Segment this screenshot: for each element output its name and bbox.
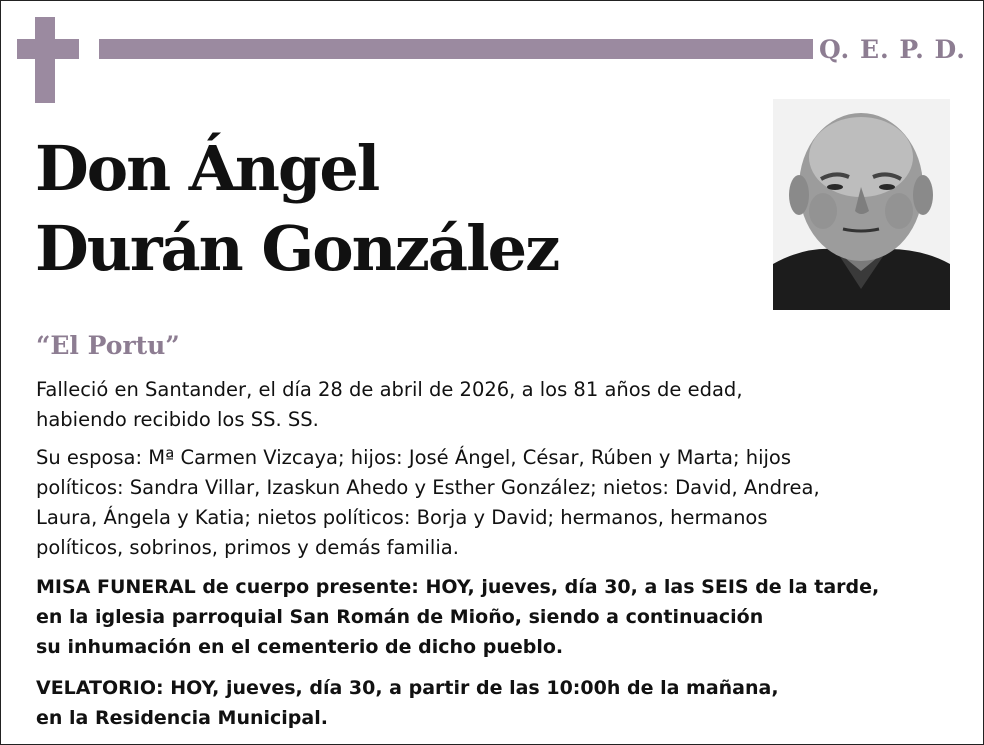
wake-info — [36, 673, 966, 733]
deceased-name — [35, 129, 558, 289]
funeral-line-2: en la iglesia parroquial San Román de Mioño, siendo a continuación — [36, 606, 764, 628]
funeral-line-1: MISA FUNERAL de cuerpo presente: HOY, jueves, día 30, a las SEIS de la tarde, — [36, 576, 880, 598]
family-list — [36, 443, 966, 563]
family-line-1: Su esposa: Mª Carmen Vizcaya; hijos: José Ángel, César, Rúben y Marta; hijos — [36, 446, 792, 469]
death-line-1: Falleció en Santander, el día 28 de abril de 2026, a los 81 años de edad, — [36, 378, 743, 401]
funeral-mass-info — [36, 572, 966, 662]
cross-vertical-bar — [35, 17, 55, 103]
name-line-1: Don Ángel — [35, 132, 379, 205]
family-line-2: políticos: Sandra Villar, Izaskun Ahedo y Esther González; nietos: David, Andrea, — [36, 476, 820, 499]
portrait-illustration — [773, 99, 950, 310]
family-line-4: políticos, sobrinos, primos y demás familia. — [36, 536, 459, 559]
death-line-2: habiendo recibido los SS. SS. — [36, 408, 319, 431]
name-line-2: Durán González — [35, 212, 559, 285]
portrait-photo — [773, 99, 950, 310]
nickname: “El Portu” — [36, 331, 180, 360]
family-line-3: Laura, Ángela y Katia; nietos políticos: Borja y David; hermanos, hermanos — [36, 506, 768, 529]
qepd-label: Q. E. P. D. — [819, 35, 966, 64]
funeral-line-3: su inhumación en el cementerio de dicho pueblo. — [36, 636, 564, 658]
death-announcement — [36, 375, 966, 435]
header-rule — [99, 39, 813, 59]
wake-line-1: VELATORIO: HOY, jueves, día 30, a partir de las 10:00h de la mañana, — [36, 677, 779, 699]
cross-horizontal-bar — [17, 39, 79, 59]
wake-line-2: en la Residencia Municipal. — [36, 707, 328, 729]
